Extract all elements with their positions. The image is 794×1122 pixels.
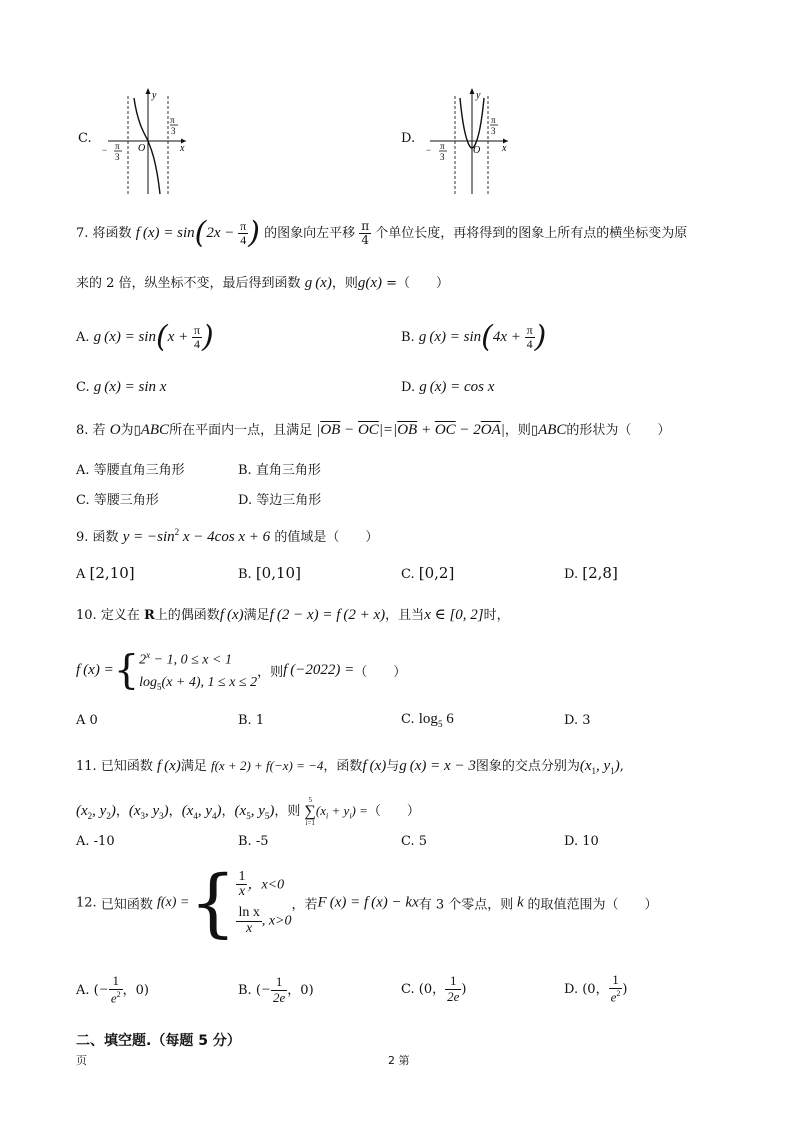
- q7-line2b: ，则: [331, 276, 358, 291]
- q7-option-c-formula: g (x) = sin x: [93, 379, 167, 395]
- graph-c-minus: −: [102, 145, 108, 155]
- graph-c-3-right: 3: [171, 126, 176, 136]
- graph-d-3-right: 3: [491, 126, 496, 136]
- q10-brace: {: [113, 647, 140, 694]
- q11-text5: 图象的交点分别为: [475, 759, 580, 774]
- q8-text2: 为: [120, 423, 134, 438]
- q9-option-a-label: A: [76, 567, 86, 582]
- q9-number: 9.: [76, 530, 89, 545]
- q11-text7: （ ）: [367, 804, 420, 819]
- q10-text5: 时，: [483, 608, 510, 623]
- q12-cases: $\frac{1}{x}$ ，x<0 $\frac{\text{ln x}}{x}$ , x>0: [238, 868, 292, 936]
- q10-cases: $2^x - 1$, 0 ≤ x < 1 $\log_5(x + 4)$, 1 ≤ x ≤ 2: [139, 650, 258, 692]
- q12-text1: 已知函数: [100, 897, 153, 913]
- q11-condition: f(x + 2) + f(−x) = −4: [210, 758, 324, 773]
- q11-text1: 已知函数: [100, 759, 153, 774]
- q10-option-d[interactable]: D. 3: [564, 713, 591, 728]
- q10-option-a[interactable]: A 0: [76, 713, 98, 728]
- q8-text5: 的形状为（ ）: [566, 423, 671, 438]
- q9-line1: [76, 522, 378, 548]
- q12-option-a[interactable]: A. (− $\frac{1}{e^2}$ ，0): [76, 973, 149, 1006]
- q11-option-b[interactable]: B. -5: [238, 834, 269, 849]
- q11-points: ($x_2$, $y_2$): [76, 803, 116, 821]
- q10-target: f (−2022) =: [283, 662, 355, 679]
- q7-formula-g: g (x): [304, 275, 332, 291]
- q10-line1: [76, 605, 510, 626]
- q10-piecewise-lhs: f (x) =: [76, 662, 114, 679]
- q9-option-d-label: D.: [564, 567, 579, 582]
- q12-option-a-frac: $\frac{1}{e^2}$: [110, 973, 121, 1006]
- q9-formula: $y = -\sin^2$ x − 4cos x + 6: [122, 527, 271, 545]
- q12-Fx: F (x) = f (x) − kx: [317, 894, 419, 911]
- graph-d-minus: −: [426, 145, 432, 155]
- q8-point-o: O: [109, 422, 121, 438]
- q12-option-d-label: D. (0，: [564, 982, 609, 997]
- q11-text3: ，函数: [323, 759, 363, 774]
- q8-option-b[interactable]: B. 直角三角形: [238, 463, 321, 478]
- q8-abc2: ABC: [538, 422, 567, 438]
- q12-option-b-frac: $\frac{1}{2e}$: [273, 974, 286, 1005]
- q7-formula-g2: g(x): [357, 275, 383, 291]
- q12-k: k: [513, 894, 528, 911]
- q9-option-b-value: [0,10]: [255, 564, 301, 582]
- q10-text7: （ ）: [354, 665, 407, 681]
- q7-line2: 来的 2 倍，纵坐标不变，最后得到函数 g (x)，则g(x) =（ ）: [76, 275, 450, 291]
- q12-option-d[interactable]: D. (0， $\frac{1}{e^2}$ ): [564, 972, 628, 1005]
- q8-option-c[interactable]: C. 等腰三角形: [76, 493, 159, 508]
- q8-text4: ，则: [504, 423, 531, 438]
- q11-fx: f (x): [156, 758, 181, 774]
- q11-option-c[interactable]: C. 5: [401, 834, 428, 849]
- q7-line1: [76, 216, 687, 250]
- q12-text2: ，若: [291, 897, 318, 913]
- q12-option-c-frac: $\frac{1}{2e}$: [447, 973, 460, 1004]
- q7-option-a-label: A.: [76, 330, 90, 345]
- q12-option-a-label: A. (: [76, 983, 99, 998]
- q11-gx: g (x) = x − 3: [399, 758, 476, 774]
- q11-text6: ，则: [274, 804, 301, 819]
- q10-option-b[interactable]: B. 1: [238, 713, 265, 728]
- q11-line1: 11. 已知函数 f (x)满足 f(x + 2) + f(−x) = −4，函数f (x)与g (x) = x − 3图象的交点分别为($x_1$, $y_1$),: [76, 758, 624, 776]
- graph-c-origin-label: O: [138, 143, 146, 154]
- q12-line1: [76, 860, 658, 952]
- q8-abc: ABC: [140, 422, 170, 438]
- section-heading-fill-in: 二、填空题.（每题 5 分）: [76, 1033, 241, 1049]
- q7-option-b-label: B.: [401, 330, 415, 345]
- q12-brace: {: [189, 860, 237, 946]
- graph-d-pi-right: π: [491, 115, 496, 125]
- q10-domain: x ∈ [0, 2]: [424, 607, 484, 623]
- q6-option-d-label: D.: [401, 131, 416, 146]
- q12-option-c[interactable]: C. (0， $\frac{1}{2e}$ ): [401, 973, 467, 1004]
- q12-fx-lhs: f(x) =: [156, 895, 190, 910]
- q7-shift-fraction: $\frac{\pi}{4}$: [361, 219, 370, 247]
- graph-c-pi-left: π: [115, 141, 120, 151]
- graph-c-y-label: y: [152, 90, 157, 101]
- q12-option-b-label: B. (: [238, 983, 261, 998]
- q7-line2c: （ ）: [397, 276, 450, 291]
- q9-option-a[interactable]: [76, 564, 135, 582]
- graph-d-y-label: y: [476, 90, 481, 101]
- q10-number: 10.: [76, 608, 97, 623]
- q8-text3: 所在平面内一点，且满足: [169, 423, 313, 438]
- q10-text4: ，且当: [385, 608, 425, 623]
- q10-text3: 满足: [243, 608, 270, 623]
- q11-text4: 与: [386, 759, 400, 774]
- q12-text4: 的取值范围为（ ）: [527, 897, 658, 913]
- q8-number: 8.: [76, 423, 89, 438]
- q8-triangle-symbol2: ▯: [530, 423, 539, 438]
- q7-text2: 的图象向左平移: [264, 226, 356, 241]
- q7-option-d-label: D.: [401, 380, 416, 395]
- q11-fx2: f (x): [362, 758, 387, 774]
- q8-triangle-symbol: ▯: [133, 423, 141, 438]
- graph-d-3-left: 3: [440, 152, 445, 162]
- q12-option-d-frac: $\frac{1}{e^2}$: [610, 972, 621, 1005]
- q8-line1: [76, 420, 670, 441]
- q8-option-a[interactable]: A. 等腰直角三角形: [76, 463, 185, 478]
- q10-text6: ，则: [257, 665, 284, 681]
- q9-option-d[interactable]: [564, 564, 618, 582]
- q7-number: 7.: [76, 226, 89, 241]
- q7-option-a[interactable]: [76, 320, 214, 354]
- q12-option-b[interactable]: B. (− $\frac{1}{2e}$ ，0): [238, 974, 314, 1005]
- q7-option-c[interactable]: [76, 377, 166, 398]
- q9-option-c-label: C.: [401, 567, 415, 582]
- q10-r: R: [143, 608, 155, 623]
- q7-text1: 将函数: [92, 226, 132, 241]
- q12-text3: 有 3 个零点，则: [418, 897, 514, 913]
- q12-option-c-label: C. (0，: [401, 982, 446, 997]
- q9-text1: 函数: [92, 530, 119, 545]
- q7-option-a-formula: g (x) = sin(x + $\frac{\pi}{4}$ ): [93, 319, 214, 355]
- q11-sum: 5 ∑ i=1 $(x_i + y_i)$ =: [304, 796, 368, 828]
- q7-option-d-formula: g (x) = cos x: [419, 379, 495, 395]
- q9-option-a-value: [2,10]: [89, 564, 135, 582]
- q10-text1: 定义在: [100, 608, 140, 623]
- q7-option-c-label: C.: [76, 380, 90, 395]
- graph-c-x-label: x: [180, 143, 185, 154]
- q6-option-c-graph: [98, 86, 194, 196]
- footer-page-number: 2 第: [388, 1054, 410, 1067]
- q9-option-b-label: B.: [238, 567, 252, 582]
- q6-option-d-graph: [420, 86, 516, 196]
- graph-c-3-left: 3: [115, 152, 120, 162]
- q10-symmetry: f (2 − x) = f (2 + x): [269, 607, 386, 623]
- q6-option-c-label: C.: [78, 131, 92, 146]
- q11-number: 11.: [76, 759, 97, 774]
- q11-line2: ($x_2$, $y_2$)，($x_3$, $y_3$)，($x_4$, $y_4$)，($x_5$, $y_5$)，则 5 ∑ i=1 $(x_i + y_i)$ =（ ）: [76, 796, 420, 828]
- q7-option-d[interactable]: [401, 377, 494, 398]
- graph-d-pi-left: π: [440, 141, 445, 151]
- q10-option-c-formula: $\log_5 6$: [418, 711, 454, 729]
- q9-text2: 的值域是（ ）: [274, 530, 379, 545]
- q8-text1: 若: [92, 423, 106, 438]
- q7-text3: 个单位长度，再将得到的图象上所有点的横坐标变为原: [375, 226, 688, 241]
- q11-point1: ($x_1$, $y_1$): [579, 758, 620, 776]
- q10-fx: f (x): [219, 607, 244, 623]
- q12-number: 12.: [76, 895, 97, 911]
- q11-option-d[interactable]: D. 10: [564, 834, 599, 849]
- q11-option-a[interactable]: A. -10: [76, 834, 115, 849]
- q7-option-b-formula: g (x) = sin(4x + $\frac{\pi}{4}$ ): [418, 319, 547, 355]
- q10-option-c[interactable]: [401, 711, 454, 729]
- q10-text2: 上的偶函数: [154, 608, 220, 623]
- q8-option-d[interactable]: D. 等边三角形: [238, 493, 322, 508]
- graph-d-origin-label: O: [473, 145, 481, 156]
- q9-option-c[interactable]: [401, 564, 454, 582]
- q7-line2a: 来的 2 倍，纵坐标不变，最后得到函数: [76, 276, 301, 291]
- q9-option-d-value: [2,8]: [582, 564, 618, 582]
- q10-piecewise: [76, 644, 407, 694]
- q9-option-c-value: [0,2]: [418, 564, 455, 582]
- q9-option-b[interactable]: [238, 564, 301, 582]
- q7-formula-f: f (x) = sin(2x − $\frac{\pi}{4}$ ): [135, 215, 260, 251]
- q8-vector-equation: $|\overline{OB} - \overline{OC}|=|\overline{OB} + \overline{OC} - 2\overline{OA}|$: [316, 422, 505, 438]
- graph-c-pi-right: π: [170, 115, 175, 125]
- footer-left: 页: [76, 1054, 87, 1067]
- graph-d-x-label: x: [502, 143, 507, 154]
- q11-text2: 满足: [180, 759, 207, 774]
- q10-option-c-label: C.: [401, 712, 415, 727]
- q7-option-b[interactable]: [401, 320, 546, 354]
